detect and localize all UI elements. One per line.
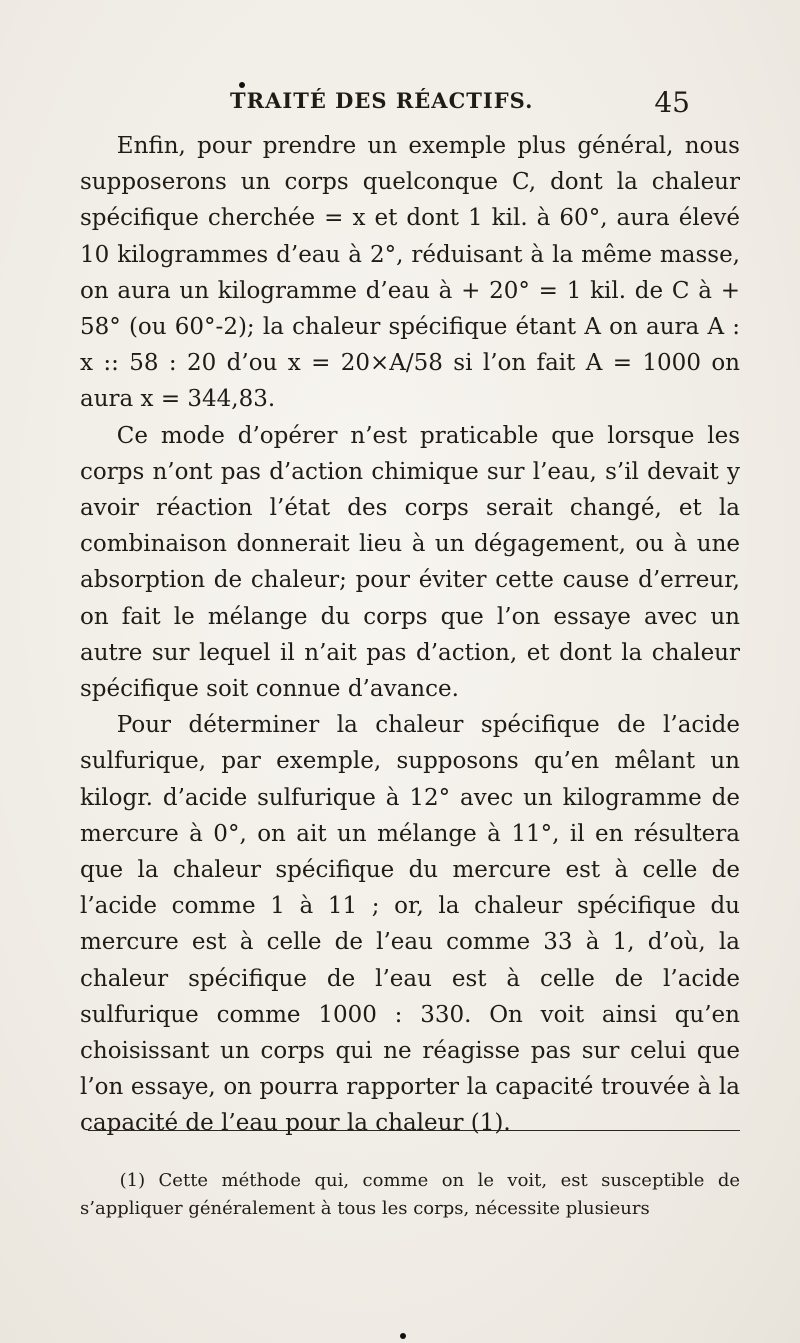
- footnote-rule: [88, 1130, 740, 1131]
- ink-spot-top: [239, 82, 245, 88]
- ink-spot-bottom: [400, 1333, 406, 1339]
- page-header: [230, 88, 690, 128]
- paragraph-1: Enfin, pour prendre un exemple plus général, nous supposerons un corps quelconque C, dont la chaleur spécifique cherchée = x et dont 1 kil. à 60°, aura élevé 10 kilogrammes d’eau à 2°, réduisant à la même masse, on aura un kilogramme d’eau à + 20° = 1 kil. de C à + 58° (ou 60°-2); la chaleur spécifique étant A on aura A : x :: 58 : 20 d’ou x = 20×A/58 si l’on fait A = 1000 on aura x = 344,83.: [80, 133, 740, 413]
- page-number: 45: [654, 86, 690, 119]
- paragraph-3: Pour déterminer la chaleur spécifique de l’acide sulfurique, par exemple, supposons qu’en mêlant un kilogr. d’acide sulfurique à 12° avec un kilogramme de mercure à 0°, on ait un mélange à 11°, il en résultera que la chaleur spécifique du mercure est à celle de l’acide comme 1 à 11 ; or, la chaleur spécifique du mercure est à celle de l’eau comme 33 à 1, d’où, la chaleur spécifique de l’eau est à celle de l’acide sulfurique comme 1000 : 330. On voit ainsi qu’en choisissant un corps qui ne réagisse pas sur celui que l’on essaye, on pourra rapporter la capacité trouvée à la capacité de l’eau pour la chaleur (1).: [80, 712, 740, 1137]
- main-text: [80, 128, 740, 1142]
- footnote: (1) Cette méthode qui, comme on le voit, est susceptible de s’appliquer généralement à tous les corps, nécessite plusieurs: [80, 1170, 740, 1219]
- running-head: TRAITÉ DES RÉACTIFS.: [230, 88, 534, 113]
- paragraph-2: Ce mode d’opérer n’est praticable que lorsque les corps n’ont pas d’action chimique sur l’eau, s’il devait y avoir réaction l’état des corps serait changé, et la combinaison donnerait lieu à un dégagement, ou à une absorption de chaleur; pour éviter cette cause d’erreur, on fait le mélange du corps que l’on essaye avec un autre sur lequel il n’ait pas d’action, et dont la chaleur spécifique soit connue d’avance.: [80, 422, 740, 703]
